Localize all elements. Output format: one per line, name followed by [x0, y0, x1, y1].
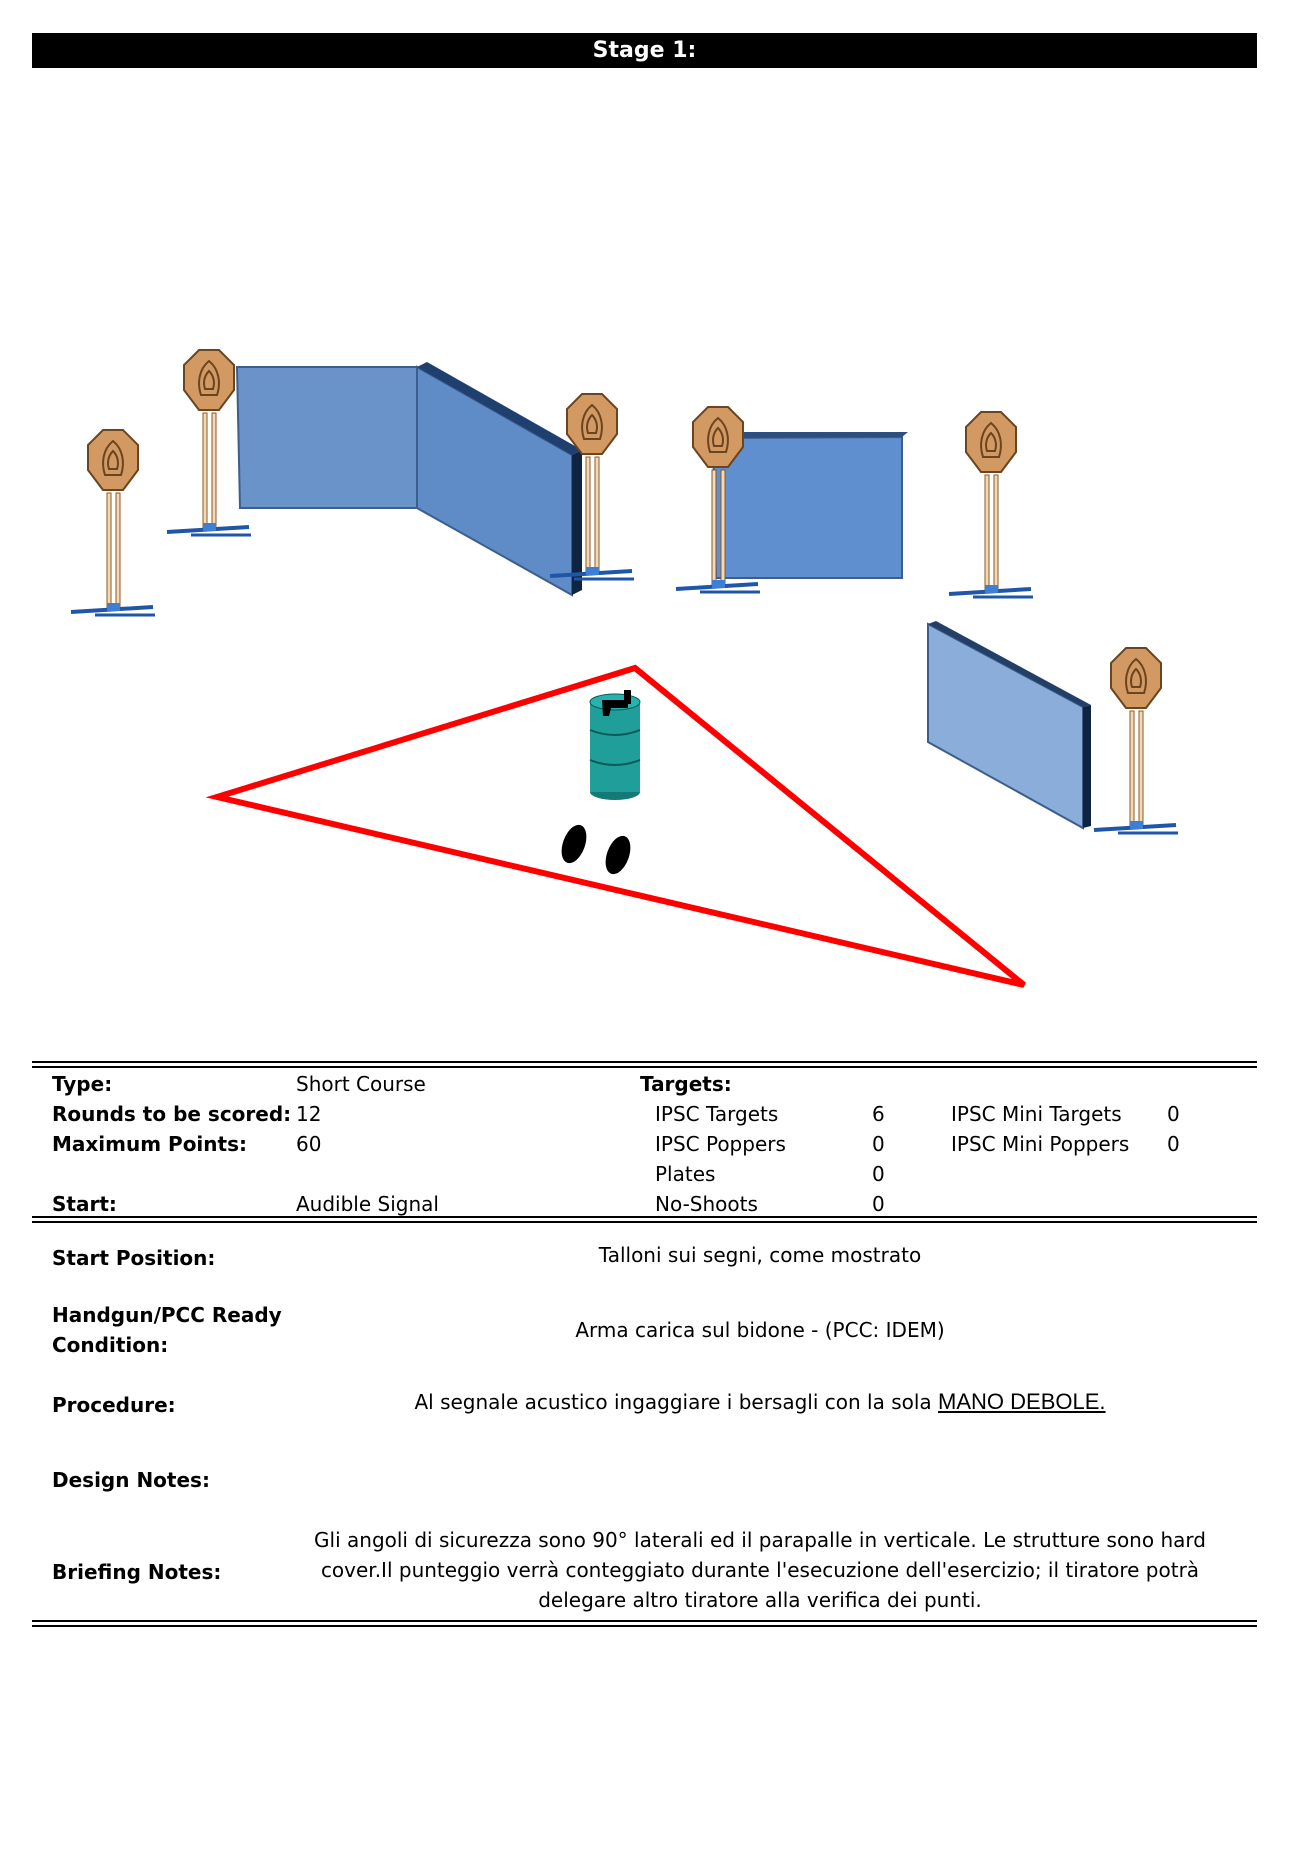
briefing-line-2: cover.Il punteggio verrà conteggiato durante l'esecuzione dell'esercizio; il tiratore potrà — [320, 1558, 1200, 1582]
procedure-value — [360, 1390, 1160, 1414]
wall-angled — [417, 362, 582, 595]
start-label: Start: — [52, 1192, 117, 1216]
target-plates-count: 0 — [872, 1162, 885, 1186]
type-value: Short Course — [296, 1072, 426, 1096]
briefing-notes-label: Briefing Notes: — [52, 1560, 222, 1584]
rounds-value: 12 — [296, 1102, 322, 1126]
procedure-emphasis: MANO DEBOLE. — [938, 1389, 1106, 1414]
points-label: Maximum Points: — [52, 1132, 247, 1156]
ipsc-target-6 — [1094, 648, 1178, 833]
start-position-value: Talloni sui segni, come mostrato — [598, 1243, 922, 1267]
ready-condition-value: Arma carica sul bidone - (PCC: IDEM) — [575, 1318, 945, 1342]
ready-condition-label-line1: Handgun/PCC Ready — [52, 1303, 282, 1327]
target-plates-name: Plates — [655, 1162, 716, 1186]
barrel-icon — [590, 690, 640, 800]
stage-title: Stage 1: — [32, 33, 1257, 68]
briefing-line-3: delegare altro tiratore alla verifica dei punti. — [538, 1588, 982, 1612]
footprints-icon — [557, 821, 635, 877]
procedure-label: Procedure: — [52, 1393, 176, 1417]
design-notes-label: Design Notes: — [52, 1468, 210, 1492]
start-value: Audible Signal — [296, 1192, 439, 1216]
table-bottom-border — [32, 1620, 1257, 1627]
mini-poppers-name: IPSC Mini Poppers — [951, 1132, 1130, 1156]
rounds-label: Rounds to be scored: — [52, 1102, 292, 1126]
targets-label: Targets: — [640, 1072, 732, 1096]
ipsc-target-1 — [71, 430, 155, 615]
ipsc-target-5 — [949, 412, 1033, 597]
wall-center — [713, 432, 908, 578]
mini-target-name: IPSC Mini Targets — [951, 1102, 1122, 1126]
target-ipsc-name: IPSC Targets — [655, 1102, 779, 1126]
target-poppers-name: IPSC Poppers — [655, 1132, 786, 1156]
target-noshoots-count: 0 — [872, 1192, 885, 1216]
type-label: Type: — [52, 1072, 113, 1096]
table-mid-border — [32, 1216, 1257, 1223]
procedure-text: Al segnale acustico ingaggiare i bersagli con la sola — [414, 1390, 932, 1414]
ready-condition-label-line2: Condition: — [52, 1333, 169, 1357]
mini-target-count: 0 — [1167, 1102, 1180, 1126]
target-ipsc-count: 6 — [872, 1102, 885, 1126]
points-value: 60 — [296, 1132, 322, 1156]
table-top-border — [32, 1061, 1257, 1068]
start-position-label: Start Position: — [52, 1246, 216, 1270]
wall-left — [237, 367, 417, 508]
briefing-line-1: Gli angoli di sicurezza sono 90° laterali ed il parapalle in verticale. Le strutture sono hard — [314, 1528, 1206, 1552]
target-poppers-count: 0 — [872, 1132, 885, 1156]
mini-poppers-count: 0 — [1167, 1132, 1180, 1156]
target-noshoots-name: No-Shoots — [655, 1192, 758, 1216]
wall-right — [928, 621, 1091, 828]
